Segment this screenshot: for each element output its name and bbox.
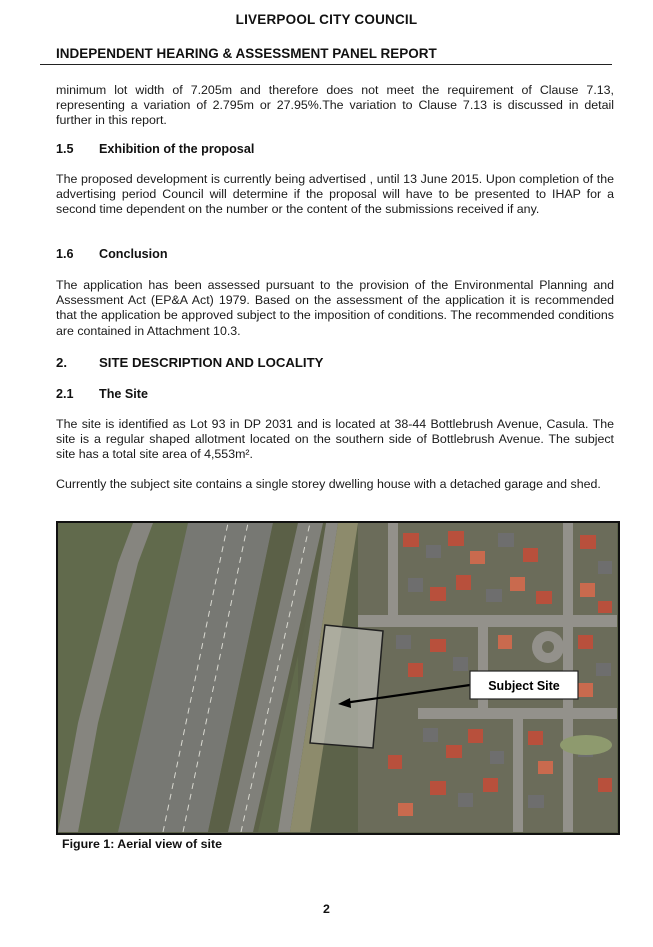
council-name: LIVERPOOL CITY COUNCIL (235, 12, 418, 27)
heading-2-1-number: 2.1 (56, 387, 74, 401)
heading-1-6 (56, 247, 168, 261)
conclusion-paragraph: The application has been assessed pursuant to the provision of the Environmental Planning and Assessment Act (EP&A Act) 1979. Based on the assessment of the application it is recommended that the application be approved subject to the imposition of conditions. The recommended conditions are contained in Attachment 10.3. (56, 278, 614, 338)
heading-2-number: 2. (56, 355, 67, 370)
page-number: 2 (323, 902, 330, 916)
site-paragraph-1: The site is identified as Lot 93 in DP 2031 and is located at 38-44 Bottlebrush Avenue, Casula. The site is a regular shaped allotment located on the southern side of Bottlebrush Avenue. The subject site has a total site area of 4,553m². (56, 417, 614, 462)
header-divider (40, 64, 612, 65)
heading-1-6-number: 1.6 (56, 247, 74, 261)
heading-2 (56, 355, 323, 370)
heading-2-1-title: The Site (99, 387, 148, 401)
aerial-photo (56, 521, 620, 835)
heading-2-1 (56, 387, 148, 401)
intro-paragraph: minimum lot width of 7.205m and therefore does not meet the requirement of Clause 7.13, representing a variation of 2.795m or 27.95%.The variation to Clause 7.13 is discussed in detail further in this report. (56, 83, 614, 128)
heading-1-6-title: Conclusion (99, 247, 168, 261)
subject-site-label: Subject Site (488, 679, 560, 693)
aerial-photo-drawing (58, 523, 617, 832)
heading-1-5-title: Exhibition of the proposal (99, 142, 255, 156)
heading-1-5 (56, 142, 254, 156)
report-title: INDEPENDENT HEARING & ASSESSMENT PANEL REPORT (56, 46, 437, 61)
heading-1-5-number: 1.5 (56, 142, 74, 156)
heading-2-title: SITE DESCRIPTION AND LOCALITY (99, 355, 324, 370)
figure-caption: Figure 1: Aerial view of site (62, 837, 222, 851)
site-paragraph-2: Currently the subject site contains a single storey dwelling house with a detached garage and shed. (56, 477, 601, 491)
exhibition-paragraph: The proposed development is currently being advertised , until 13 June 2015. Upon completion of the advertising period Council will determine if the proposal will have to be presented to IHAP for a second time dependent on the number or the content of the submissions received if any. (56, 172, 614, 217)
